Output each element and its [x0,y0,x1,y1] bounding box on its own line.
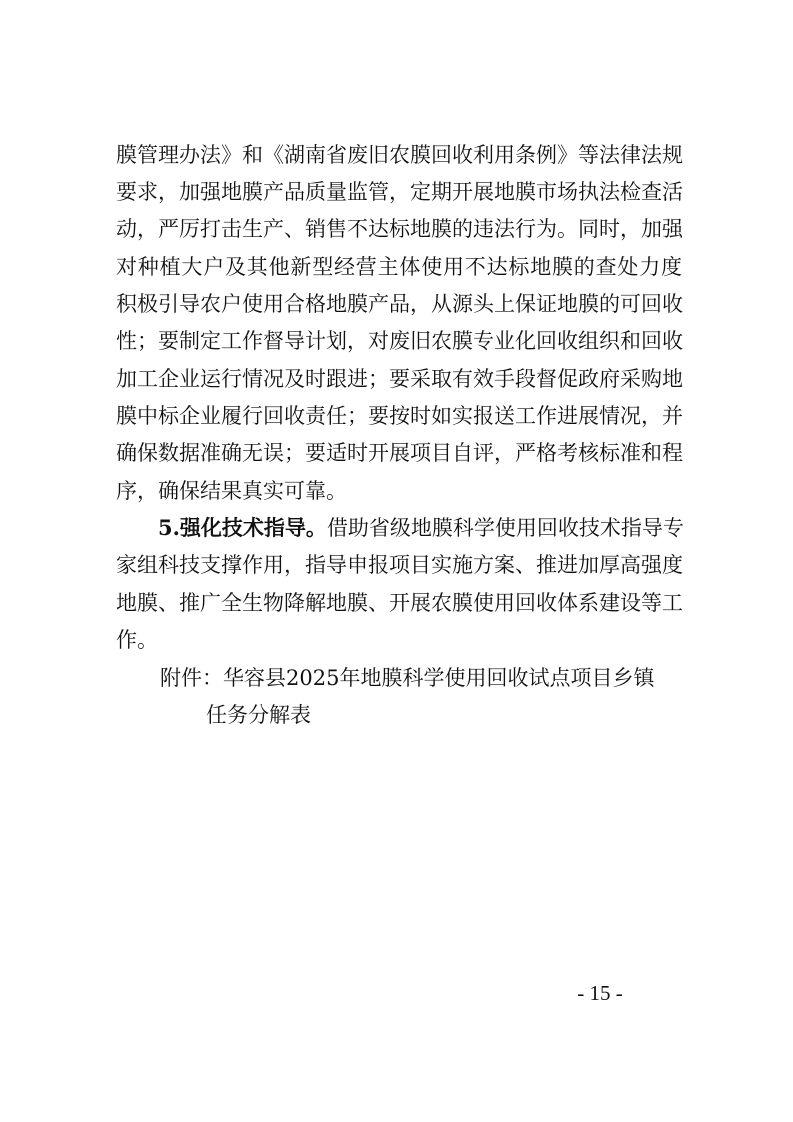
section-text: 借助省级地膜科学使用回收技术指导专 [326,516,684,540]
attachment-title-cont: 任务分解表 [206,703,311,727]
attachment-line [160,661,654,695]
body-text-line: 家组科技支撑作用，指导申报项目实施方案、推进加厚高强度 [116,553,683,577]
body-text-line: 膜管理办法》和《湖南省废旧农膜回收利用条例》等法律法规 [116,143,683,167]
section-heading: 5.强化技术指导。 [158,515,327,540]
section-heading-line [158,511,682,545]
body-text-line: 加工企业运行情况及时跟进；要采取有效手段督促政府采购地 [116,367,683,391]
body-text-line: 序，确保结果真实可靠。 [116,479,347,503]
page-number: - 15 - [577,981,623,1005]
body-text-line: 作。 [116,628,158,652]
body-text-line: 积极引导农户使用合格地膜产品，从源头上保证地膜的可回收 [116,292,683,316]
body-text-line: 对种植大户及其他新型经营主体使用不达标地膜的查处力度 [116,255,682,279]
body-text-line: 膜中标企业履行回收责任；要按时如实报送工作进展情况，并 [116,404,683,428]
body-text-line: 地膜、推广全生物降解地膜、开展农膜使用回收体系建设等工 [116,591,683,615]
body-text-line: 确保数据准确无误；要适时开展项目自评，严格考核标准和程 [116,441,683,465]
attachment-title: 华容县2025年地膜科学使用回收试点项目乡镇 [223,666,655,690]
body-text-line: 要求，加强地膜产品质量监管，定期开展地膜市场执法检查活 [116,180,683,204]
attachment-label: 附件： [160,666,223,690]
body-text-line: 动，严厉打击生产、销售不达标地膜的违法行为。同时，加强 [116,217,683,241]
body-text-line: 性；要制定工作督导计划，对废旧农膜专业化回收组织和回收 [116,329,683,353]
